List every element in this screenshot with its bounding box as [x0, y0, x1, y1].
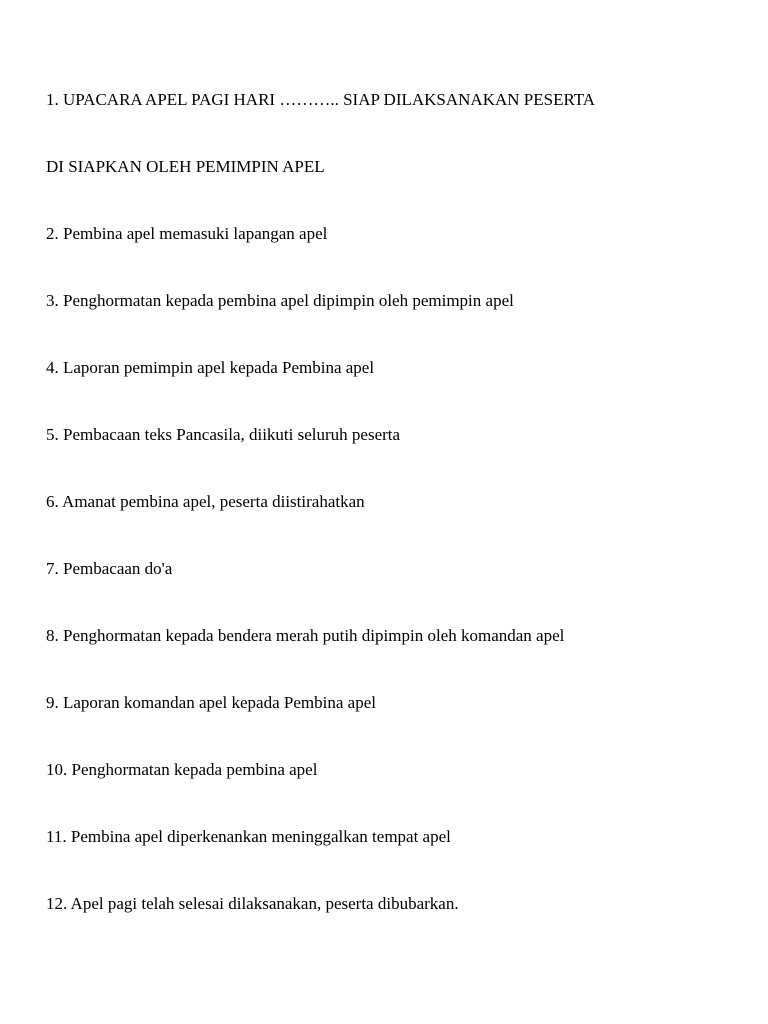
line-13: 12. Apel pagi telah selesai dilaksanakan, peserta dibubarkan.	[46, 894, 459, 913]
line-4: 3. Penghormatan kepada pembina apel dipimpin oleh pemimpin apel	[46, 291, 514, 310]
line-5: 4. Laporan pemimpin apel kepada Pembina apel	[46, 358, 375, 377]
line-12: 11. Pembina apel diperkenankan meninggalkan tempat apel	[46, 827, 451, 846]
line-6: 5. Pembacaan teks Pancasila, diikuti seluruh peserta	[46, 425, 401, 444]
line-1: 1. UPACARA APEL PAGI HARI ……….. SIAP DILAKSANAKAN PESERTA	[46, 90, 596, 109]
line-2: DI SIAPKAN OLEH PEMIMPIN APEL	[46, 157, 325, 176]
line-11: 10. Penghormatan kepada pembina apel	[46, 760, 318, 779]
line-9: 8. Penghormatan kepada bendera merah putih dipimpin oleh komandan apel	[46, 626, 565, 645]
line-8: 7. Pembacaan do'a	[46, 559, 173, 578]
line-10: 9. Laporan komandan apel kepada Pembina apel	[46, 693, 376, 712]
line-3: 2. Pembina apel memasuki lapangan apel	[46, 224, 328, 243]
line-7: 6. Amanat pembina apel, peserta diistirahatkan	[46, 492, 365, 511]
